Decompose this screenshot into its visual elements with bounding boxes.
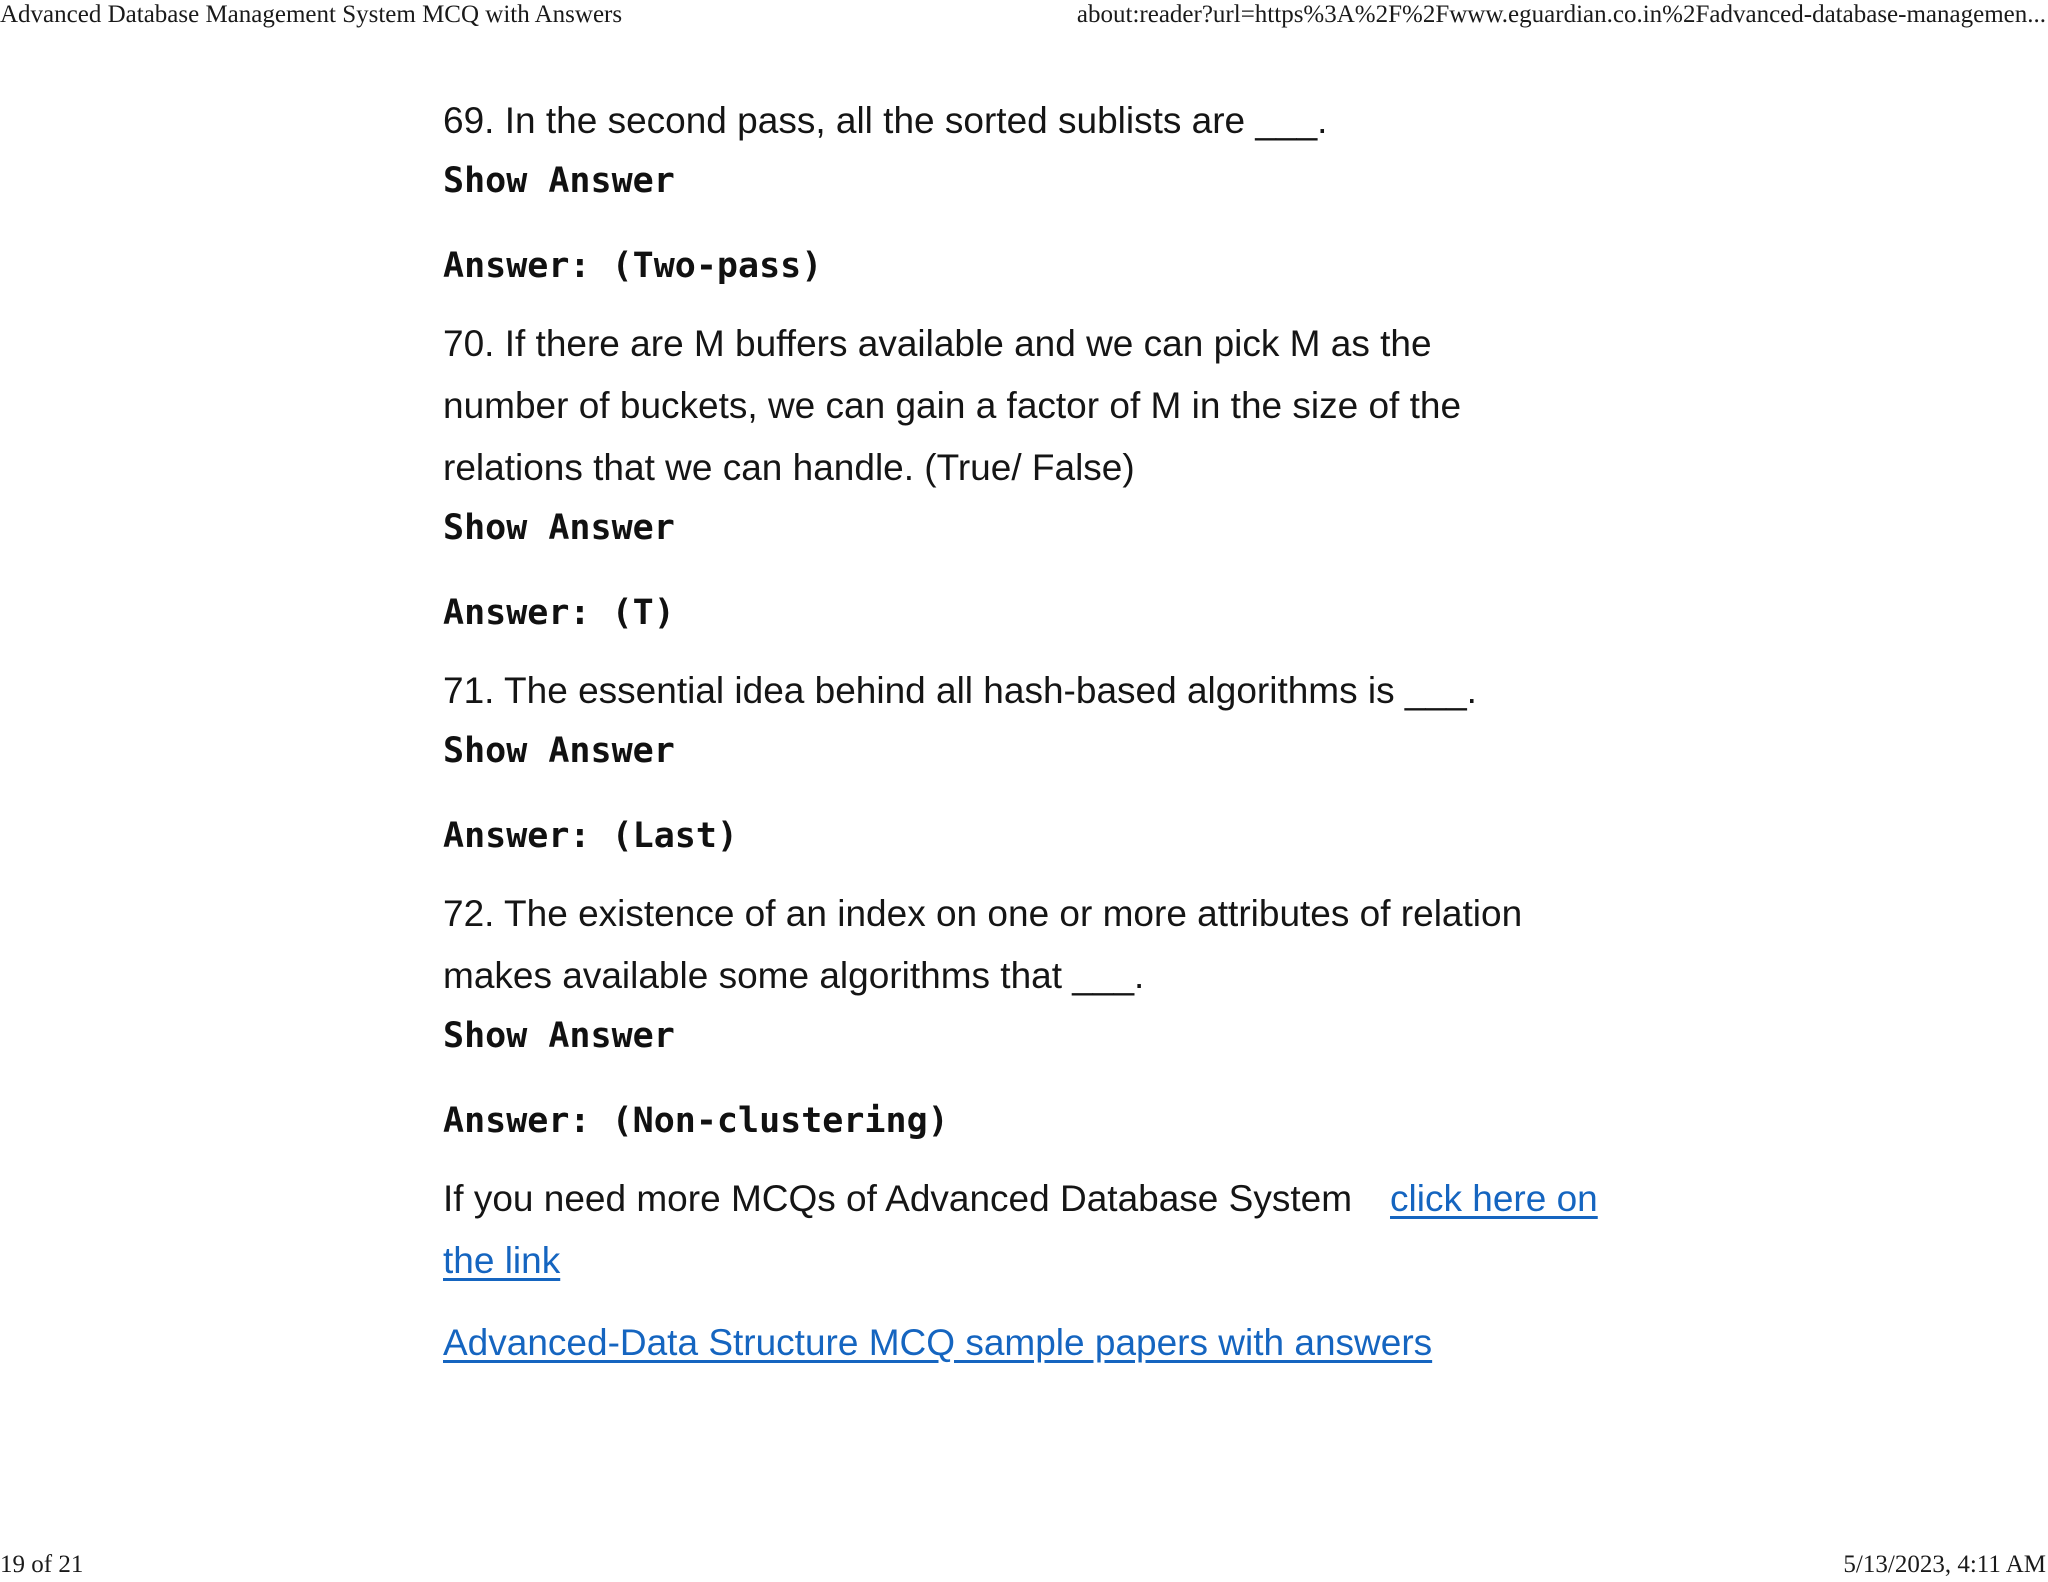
more-mcqs-paragraph: [443, 1168, 1643, 1292]
print-datetime: 5/13/2023, 4:11 AM: [1843, 1551, 2046, 1578]
question-block-71: [443, 660, 1643, 861]
show-answer-button[interactable]: Show Answer: [443, 1016, 675, 1056]
article-content: [443, 90, 1643, 1374]
show-answer-button[interactable]: Show Answer: [443, 508, 675, 548]
more-mcqs-text: If you need more MCQs of Advanced Database System: [443, 1178, 1353, 1219]
answer-text: Answer: (Last): [443, 816, 739, 856]
page-title: Advanced Database Management System MCQ with Answers: [0, 1, 623, 28]
click-here-link[interactable]: click here on the link: [443, 1178, 1598, 1281]
sample-papers-link[interactable]: Advanced-Data Structure MCQ sample papers with answers: [443, 1322, 1433, 1363]
show-answer-button[interactable]: Show Answer: [443, 731, 675, 771]
show-answer-button[interactable]: Show Answer: [443, 161, 675, 201]
answer-text: Answer: (Two-pass): [443, 246, 823, 286]
question-block-72: [443, 883, 1643, 1146]
sample-papers-paragraph: [443, 1312, 1643, 1374]
page-url: about:reader?url=https%3A%2F%2Fwww.eguardian.co.in%2Fadvanced-database-managemen...: [1076, 1, 2046, 28]
answer-text: Answer: (Non-clustering): [443, 1101, 949, 1141]
page-number: 19 of 21: [0, 1551, 84, 1578]
question-block-70: [443, 313, 1643, 638]
question-text: 70. If there are M buffers available and we can pick M as the number of buckets, we can gain a factor of M in the size of the relations that we can handle. (True/ False): [443, 323, 1462, 488]
question-text: 69. In the second pass, all the sorted sublists are ___.: [443, 100, 1328, 141]
question-block-69: [443, 90, 1643, 291]
question-text: 71. The essential idea behind all hash-based algorithms is ___.: [443, 670, 1477, 711]
answer-text: Answer: (T): [443, 593, 675, 633]
question-text: 72. The existence of an index on one or more attributes of relation makes available some algorithms that ___.: [443, 893, 1523, 996]
